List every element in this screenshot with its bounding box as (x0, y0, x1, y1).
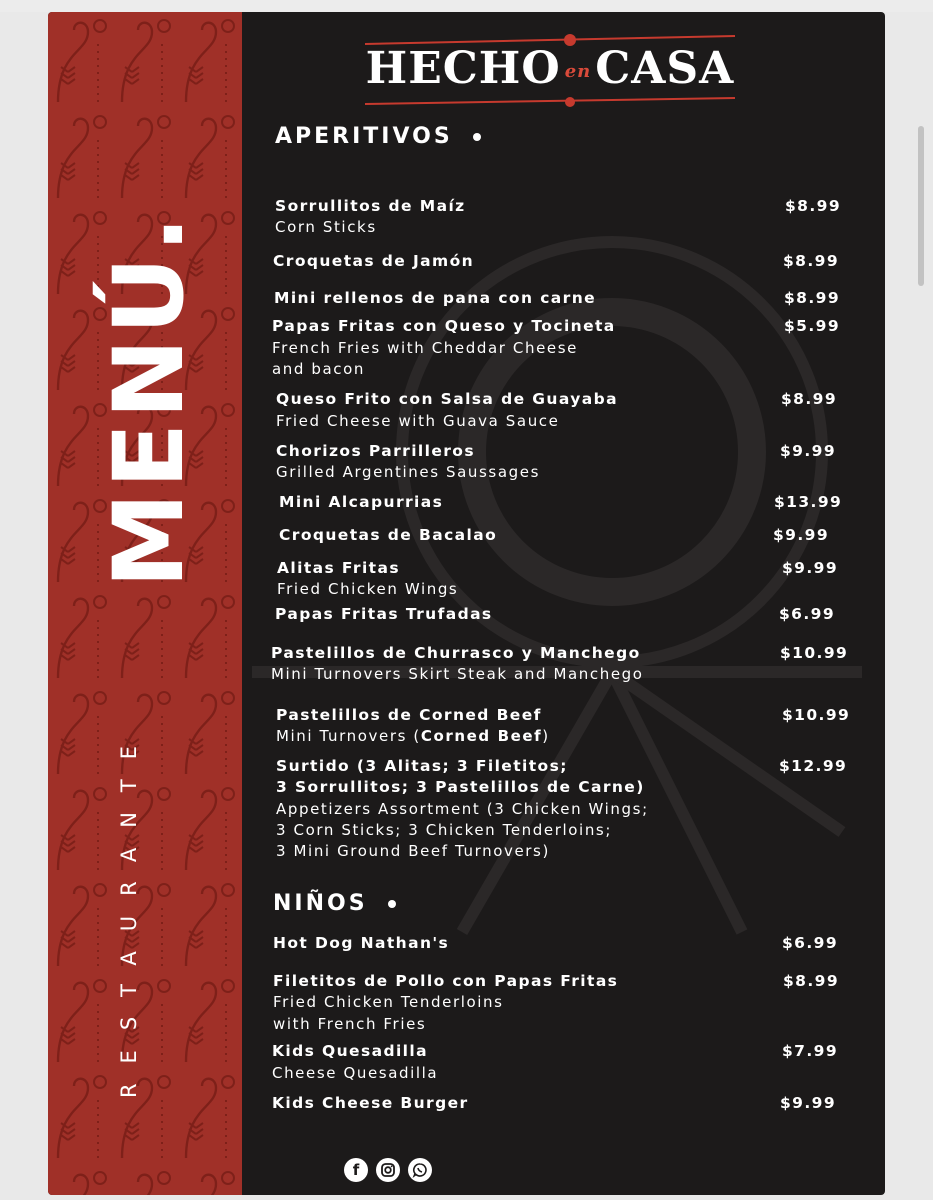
item-desc: Cheese Quesadilla (272, 1064, 439, 1082)
item-name: Surtido (3 Alitas; 3 Filetitos; (276, 757, 568, 775)
item-price: $6.99 (782, 934, 839, 952)
item-desc: Corn Sticks (275, 218, 377, 236)
scrollbar[interactable] (918, 126, 924, 286)
item-desc (276, 726, 550, 747)
item-name: Croquetas de Jamón (273, 252, 475, 270)
item-name: 3 Sorrullitos; 3 Pastelillos de Carne) (276, 778, 645, 796)
item-name: Kids Quesadilla (272, 1042, 428, 1060)
item-price: $8.99 (783, 252, 840, 270)
item-price: $9.99 (780, 1094, 837, 1112)
item-name: Papas Fritas Trufadas (275, 605, 493, 623)
item-desc-part: ) (542, 727, 550, 745)
item-desc: Mini Turnovers Skirt Steak and Manchego (271, 665, 644, 683)
logo-en: en (564, 60, 592, 82)
item-name: Kids Cheese Burger (272, 1094, 469, 1112)
item-name: Hot Dog Nathan's (273, 934, 450, 952)
item-desc: with French Fries (273, 1015, 427, 1033)
item-desc: Grilled Argentines Saussages (276, 463, 541, 481)
item-name: Filetitos de Pollo con Papas Fritas (273, 972, 619, 990)
item-price: $10.99 (782, 706, 851, 724)
item-name: Chorizos Parrilleros (276, 442, 475, 460)
item-price: $12.99 (779, 757, 848, 775)
menu-title: MENÚ. (93, 212, 205, 588)
item-desc: Appetizers Assortment (3 Chicken Wings; (276, 800, 649, 818)
item-name: Queso Frito con Salsa de Guayaba (276, 390, 618, 408)
item-desc: Fried Chicken Tenderloins (273, 993, 504, 1011)
item-price: $8.99 (783, 972, 840, 990)
item-desc-bold: Corned Beef (420, 727, 543, 745)
item-desc: and bacon (272, 360, 366, 378)
logo-hecho: HECHO (365, 43, 561, 94)
item-desc: Fried Chicken Wings (277, 580, 459, 598)
viewer-top-bar (0, 0, 933, 12)
whatsapp-icon[interactable] (408, 1158, 432, 1182)
item-name: Mini rellenos de pana con carne (274, 289, 597, 307)
section-title-aperitivos: APERITIVOS (275, 124, 481, 149)
item-name: Papas Fritas con Queso y Tocineta (272, 317, 616, 335)
item-price: $9.99 (780, 442, 837, 460)
item-desc: 3 Corn Sticks; 3 Chicken Tenderloins; (276, 821, 612, 839)
item-price: $13.99 (774, 493, 843, 511)
item-price: $8.99 (781, 390, 838, 408)
item-price: $8.99 (784, 289, 841, 307)
item-name: Pastelillos de Churrasco y Manchego (271, 644, 641, 662)
item-name: Alitas Fritas (277, 559, 400, 577)
item-name: Pastelillos de Corned Beef (276, 706, 542, 724)
item-price: $10.99 (780, 644, 849, 662)
logo-casa: CASA (595, 43, 735, 94)
item-price: $9.99 (773, 526, 830, 544)
item-price: $6.99 (779, 605, 836, 623)
facebook-icon[interactable]: f (344, 1158, 368, 1182)
item-desc-part: Mini Turnovers ( (276, 727, 421, 745)
item-price: $7.99 (782, 1042, 839, 1060)
item-price: $8.99 (785, 197, 842, 215)
item-price: $9.99 (782, 559, 839, 577)
item-desc: 3 Mini Ground Beef Turnovers) (276, 842, 550, 860)
item-name: Mini Alcapurrias (279, 493, 444, 511)
menu-card (48, 12, 885, 1195)
side-panel (48, 12, 242, 1195)
section-title-ninos: NIÑOS (273, 891, 396, 916)
instagram-icon[interactable] (376, 1158, 400, 1182)
item-name: Croquetas de Bacalao (279, 526, 498, 544)
item-desc: Fried Cheese with Guava Sauce (276, 412, 560, 430)
item-price: $5.99 (784, 317, 841, 335)
item-desc: French Fries with Cheddar Cheese (272, 339, 578, 357)
restaurant-label: RESTAURANTE (117, 725, 141, 1099)
item-name: Sorrullitos de Maíz (275, 197, 466, 215)
logo (355, 30, 745, 112)
